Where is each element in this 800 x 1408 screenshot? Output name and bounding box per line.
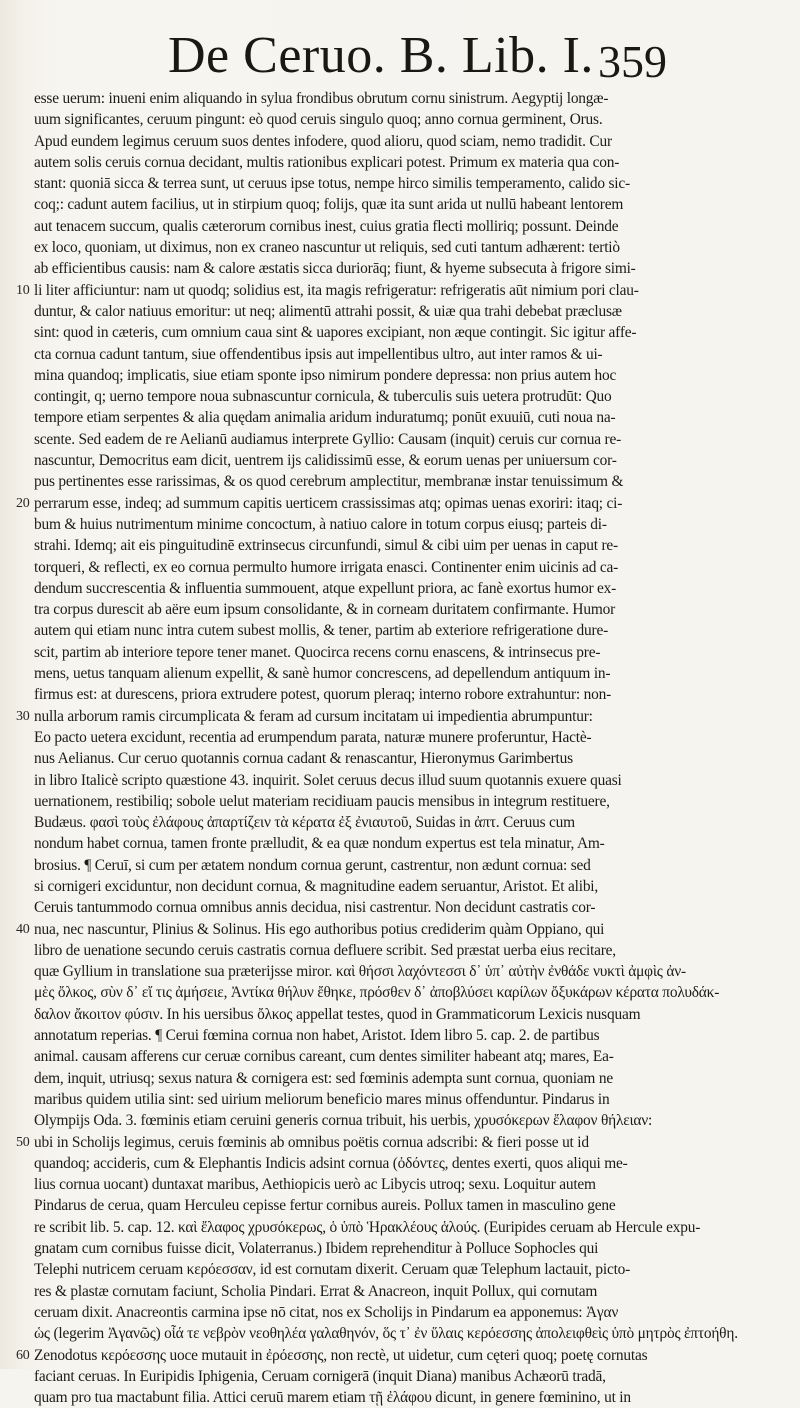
text-line	[34, 194, 666, 215]
text-line	[34, 152, 666, 173]
text-line	[34, 663, 666, 684]
line-text: annotatum reperias. ¶ Cerui fœmina cornua non habet, Aristot. Idem libro 5. cap. 2. de partibus	[34, 1027, 600, 1045]
line-text: brosius. ¶ Ceruī, si cum per ætatem nondum cornua gerunt, castrentur, non ædunt cornua: sed	[34, 856, 591, 874]
line-text: autem qui etiam nunc intra cutem subest mollis, & tener, partim ab exteriore refrigeratione dure-	[34, 622, 609, 640]
line-text: ubi in Scholijs legimus, ceruis fœminis ab omnibus poëtis cornua adscribi: & fieri posse ut id	[34, 1133, 589, 1151]
line-text: res & plastæ cornutam faciunt, Scholia Pindari. Errat & Anacreon, inquit Pollux, qui cornutam	[34, 1282, 598, 1300]
line-text: strahi. Idemq; ait eis pinguitudinē extrinsecus circunfundi, simul & cibi uim per uenas in caput re-	[34, 537, 618, 555]
line-text: firmus est: at durescens, priora extrudere potest, quorum pleraq; interno robore extrahuntur: non-	[34, 686, 612, 704]
line-text: si cornigeri exciduntur, non decidunt cornua, & magnitudine eadem seruantur, Aristot. Et alibi,	[34, 877, 599, 895]
text-line	[34, 1025, 666, 1046]
line-text: ceruam dixit. Anacreontis carmina ipse nō citat, nos ex Scholijs in Pindarum ea apponemus: Ἀγαν	[34, 1303, 619, 1321]
line-text: perrarum esse, indeq; ad summum capitis uerticem crassissimas atq; opimas uenas exoriri: itaq; ci-	[34, 494, 623, 512]
text-line	[16, 280, 666, 301]
text-line	[16, 706, 666, 727]
text-line	[34, 429, 666, 450]
line-text: nondum habet cornua, tamen fronte prælludit, & ea quæ nondum expertus est tela minatur, Am-	[34, 835, 605, 853]
text-line	[34, 1259, 666, 1280]
line-text: mens, uetus tanquam alienum expellit, & sanè humor concrescens, ad depellendum antiquum in-	[34, 665, 611, 683]
line-text: nus Aelianus. Cur ceruo quotannis cornua cadant & renascantur, Hieronymus Garimbertus	[34, 750, 573, 768]
text-line	[34, 642, 666, 663]
body-text	[16, 88, 738, 1408]
line-text: faciant ceruas. In Euripidis Iphigenia, Ceruam cornigerā (inquit Diana) manibus Achæorū tradā,	[34, 1367, 606, 1385]
page-header	[0, 20, 800, 90]
text-line	[34, 770, 666, 791]
line-text: coq;: cadunt autem facilius, ut in stirpium quoq; folijs, quæ ita sunt arida ut nullū habeant lentorem	[34, 196, 624, 214]
text-line	[34, 1217, 701, 1238]
line-text: Apud eundem legimus ceruum suos dentes infodere, quod alioru, quod sciam, nemo tradidit. Cur	[34, 132, 612, 150]
line-text: Telephi nutricem ceruam κερόεσσαν, id est cornutam dixerit. Ceruam quæ Telephum lactauit, picto-	[34, 1261, 631, 1279]
line-text: re scribit lib. 5. cap. 12. καὶ ἔλαφος χρυσόκερως, ὁ ὑπὸ Ἡρακλέους ἁλούς. (Euripides ceruam ab Hercule expu-	[34, 1218, 701, 1236]
text-line	[34, 1153, 666, 1174]
text-line	[34, 407, 666, 428]
text-line	[34, 216, 666, 237]
line-text: Eo pacto uetera excidunt, recentia ad erumpendum parata, naturæ munere proferuntur, Hactè-	[34, 728, 592, 746]
line-text: quandoq; accideris, cum & Elephantis Indicis adsint cornua (ὀδόντες, dentes exerti, quos aliqui me-	[34, 1154, 628, 1172]
text-line	[34, 578, 666, 599]
line-text: ex loco, quoniam, ut diximus, non ex craneo nascuntur ut reliquis, sed cuti tantum adhærent: tertiò	[34, 239, 620, 257]
text-line	[34, 982, 720, 1003]
text-line	[34, 833, 666, 854]
line-number: 50	[16, 1134, 30, 1150]
text-line	[34, 450, 666, 471]
text-line	[34, 599, 666, 620]
line-text: nua, nec nascuntur, Plinius & Solinus. His ego authoribus potius crediderim quàm Oppiano, qui	[34, 920, 605, 938]
line-number: 40	[16, 921, 30, 937]
line-text: dem, inquit, utriusq; sexus natura & cornigera est: sed fœminis adempta sunt cornua, quoniam ne	[34, 1069, 613, 1087]
text-line	[34, 386, 666, 407]
text-line	[34, 173, 666, 194]
text-line	[34, 620, 666, 641]
text-line	[34, 557, 666, 578]
text-line	[34, 535, 666, 556]
line-text: Ceruis tantummodo cornua omnibus annis decidua, nisi castrentur. Non decidunt castratis cor-	[34, 899, 596, 917]
text-line	[34, 961, 686, 982]
line-text: uernationem, restibiliq; sobole uelut materiam recidiuam paucis mensibus in integrum restituere,	[34, 792, 610, 810]
text-line	[34, 365, 666, 386]
line-text: mina quandoq; implicatis, siue etiam sponte ipso nimirum pondere depressa: non prius autem hoc	[34, 366, 617, 384]
text-line	[34, 1281, 666, 1302]
line-number: 10	[16, 282, 30, 298]
line-text: tempore etiam serpentes & alia quędam animalia aridum induratumq; ponūt exuuiū, cuti noua na-	[34, 409, 616, 427]
line-text: torqueri, & reflecti, ex eo cornua permulto humore irrigata enasci. Continenter enim uicinis ad ca-	[34, 558, 619, 576]
text-line	[34, 1110, 666, 1131]
line-text: quæ Gyllium in translatione sua præterijsse miror. καὶ θήσσι λαχόντεσσι δ᾽ ὑπ᾽ αὐτὴν ἐνθάδε νυκτὶ ἀμφὶς ἀν-	[34, 963, 686, 981]
line-number: 30	[16, 708, 30, 724]
line-text: aut tenacem succum, qualis cæterorum cornibus inest, cuius gratia flecti molliriq; possunt. Deinde	[34, 217, 619, 235]
running-title: De Ceruo. B. Lib. I.	[168, 27, 594, 84]
text-line	[34, 1046, 666, 1067]
text-line	[34, 855, 666, 876]
text-line	[34, 344, 666, 365]
text-line	[34, 1387, 666, 1408]
text-line	[34, 1004, 666, 1025]
line-text: li liter afficiuntur: nam ut quodq; solidius est, ita magis refrigeratur: refrigeratis aūt nimium pori clau-	[34, 281, 639, 299]
text-line	[34, 1238, 666, 1259]
line-text: Olympijs Oda. 3. fœminis etiam ceruini generis cornua tribuit, his uerbis, χρυσόκερων ἔλαφον θήλειαν:	[34, 1112, 653, 1130]
text-line	[34, 1323, 738, 1344]
line-text: gnatam cum cornibus fuisse dicit, Volaterranus.) Ibidem reprehenditur à Polluce Sophocles qui	[34, 1240, 599, 1258]
text-line	[34, 1174, 666, 1195]
text-line	[16, 1132, 666, 1153]
text-line	[34, 109, 666, 130]
line-number: 20	[16, 495, 30, 511]
text-line	[34, 258, 666, 279]
line-text: tra corpus durescit ab aëre eum ipsum consolidante, & in corneam duritatem confirmante. Humor	[34, 601, 616, 619]
line-text: lius cornua uocant) duntaxat maribus, Aethiopicis uerò ac Libycis utroq; sexu. Loquitur autem	[34, 1176, 596, 1194]
line-text: dendum succrescentia & influentia summouent, atque expellunt priora, ac fanè exortus humor ex-	[34, 579, 617, 597]
line-text: nulla arborum ramis circumplicata & feram ad cursum incitatam ui impedientia abrumpuntur:	[34, 707, 593, 725]
line-text: esse uerum: inueni enim aliquando in sylua frondibus obrutum cornu sinistrum. Aegyptij longæ-	[34, 90, 609, 107]
line-number: 60	[16, 1347, 30, 1363]
line-text: Zenodotus κερόεσσης uoce mutauit in ἐρόεσσης, non rectè, ut uidetur, cum cęteri quoq; poetę cornutas	[34, 1346, 648, 1364]
text-line	[34, 471, 666, 492]
line-text: uum significantes, ceruum pingunt: eò quod ceruis singulo quoq; anno cornua germinent, Orus.	[34, 111, 603, 129]
text-line	[34, 791, 666, 812]
line-text: autem solis ceruis cornua decidant, multis rationibus explicari potest. Primum ex materia qua con-	[34, 153, 620, 171]
line-text: μὲς ὄλκος, σὺν δ᾽ εἴ τις ἀμήσειε, Ἀντίκα θήλυν ἔθηκε, πρόσθεν δ᾽ ἀποβλύσει καρίλων ὄξυκάρων κέρατα πολυδάκ-	[34, 984, 720, 1002]
text-line	[34, 812, 666, 833]
text-line	[34, 322, 666, 343]
text-line	[34, 1366, 666, 1387]
text-line	[34, 1195, 666, 1216]
text-line	[34, 897, 666, 918]
text-line	[34, 1302, 666, 1323]
line-text: in libro Italicè scripto quæstione 43. inquirit. Solet ceruus decus illud suum quotannis exuere quasi	[34, 771, 622, 789]
text-line	[34, 940, 666, 961]
line-text: quam pro tua mactabunt filia. Attici ceruū marem etiam τῇ ἐλάφου dicunt, in genere fœminino, ut in	[34, 1389, 631, 1407]
line-text: nascuntur, Democritus eam dicit, uentrem ijs calidissimū esse, & eorum uenas per uniuersum cor-	[34, 452, 617, 470]
line-text: cta cornua cadunt tantum, siue offendentibus ipsis aut impellentibus ultro, aut inter ramos & ui-	[34, 345, 603, 363]
line-text: pus pertinentes esse rarissimas, & os quod cerebrum amplectitur, membranæ instar tenuissimum &	[34, 473, 624, 491]
text-line	[34, 88, 666, 109]
line-text: scente. Sed eadem de re Aelianū audiamus interprete Gyllio: Causam (inquit) ceruis cur cornua re-	[34, 430, 622, 448]
text-line	[34, 684, 666, 705]
text-line	[34, 748, 666, 769]
line-text: scit, partim ab interiore tepore tener manet. Quocirca recens cornu enascens, & intrinsecus pre-	[34, 643, 601, 661]
line-text: maribus quidem utilia sint: sed uirium meliorum beneficio mares minus offenduntur. Pindarus in	[34, 1090, 610, 1108]
line-text: contingit, q; uerno tempore noua subnascuntur cornicula, & tuberculis suis uetera protrudūt: Quo	[34, 388, 612, 406]
line-text: animal. causam afferens cur ceruæ cornibus careant, cum dentes similiter habeant atq; mares, Ea-	[34, 1048, 614, 1066]
text-line	[34, 514, 666, 535]
line-text: duntur, & calor natiuus emoritur: ut neq; alimentū attrahi possit, & uiæ qua trahi debebat præclusæ	[34, 302, 622, 320]
line-text: Pindarus de cerua, quam Herculeu cepisse fertur cornibus aureis. Pollux tamen in masculino gene	[34, 1197, 616, 1215]
text-line	[16, 919, 666, 940]
line-text: ab efficientibus causis: nam & calore æstatis sicca duriorāq; fiunt, & hyeme subsecuta à frigore simi-	[34, 260, 636, 278]
line-text: libro de uenatione secundo ceruis castratis cornua defluere scribit. Sed præstat uerba eius recitare,	[34, 941, 616, 959]
text-line	[16, 493, 666, 514]
line-text: stant: quoniā sicca & terrea sunt, ut ceruus ipse totus, nempe hirco similis temperamento, calido sic-	[34, 175, 630, 193]
text-line	[34, 876, 666, 897]
line-text: bum & huius nutrimentum minime concoctum, à natiuo calore in totum corpus eiusq; parteis di-	[34, 515, 607, 533]
text-line	[34, 301, 666, 322]
text-line	[34, 131, 666, 152]
text-line	[34, 1089, 666, 1110]
text-line	[16, 1345, 666, 1366]
text-line	[34, 237, 666, 258]
line-text: δαλον ἄκοιτον φύσιν. In his uersibus ὄλκος appellat testes, quod in Grammaticorum Lexicis nusquam	[34, 1005, 641, 1023]
line-text: sint: quod in cæteris, cum omnium caua sint & uapores excipiant, non æque contingit. Sic igitur affe-	[34, 324, 637, 342]
page-number: 359	[598, 36, 667, 87]
line-text: Budæus. φασὶ τοὺς ἐλάφους ἀπαρτίζειν τὰ κέρατα ἐξ ἐνιαυτοῦ, Suidas in ἀπτ. Ceruus cum	[34, 814, 575, 832]
text-line	[34, 727, 666, 748]
text-line	[34, 1068, 666, 1089]
line-text: ὡς (legerim Ἀγανῶς) οἷά τε νεβρὸν νεοθηλέα γαλαθηνόν, ὅς τ᾽ ἐν ὕλαις κερόεσσης ἀπολειφθεὶς ὑπὸ μητρὸς ἐπτοήθη.	[34, 1325, 738, 1343]
